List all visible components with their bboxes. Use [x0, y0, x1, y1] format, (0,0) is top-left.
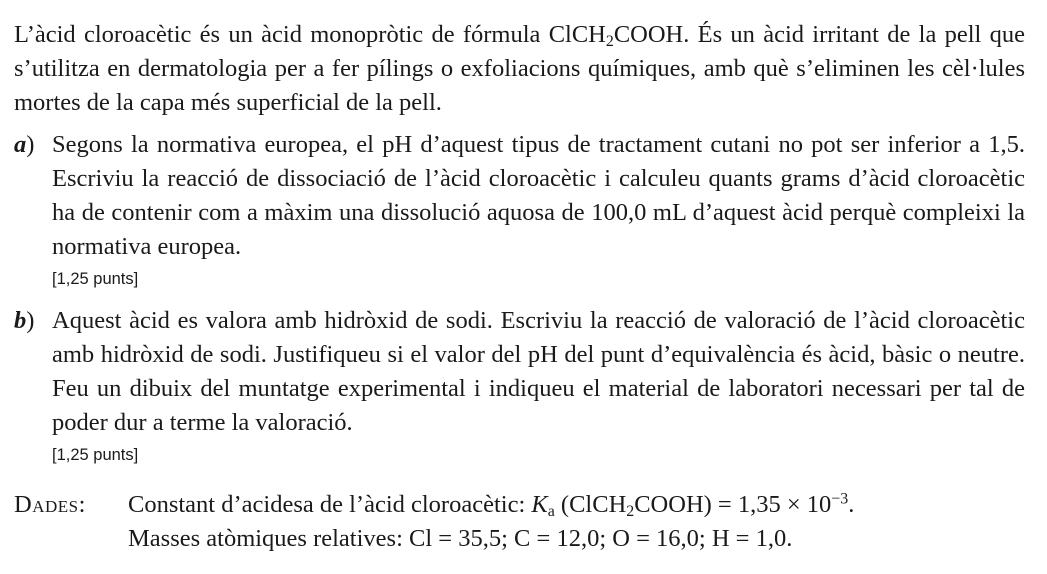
- question-a-points: [1,25 punts]: [52, 270, 139, 288]
- question-b-label: b): [14, 307, 35, 334]
- question-a: [14, 128, 1025, 304]
- question-b: [14, 304, 1025, 480]
- intro-paragraph: [14, 18, 1025, 120]
- question-a-label: a): [14, 131, 35, 158]
- intro-subscript: 2: [605, 32, 614, 50]
- data-section: [14, 488, 1025, 556]
- intro-text-2: COOH. És un àcid irritant de la pell que s’utilitza en dermatologia per a fer pílings o exfoliacions químiques, amb què s’eliminen les cèl·lules mortes de la capa més superficial de la pell.: [14, 21, 1025, 116]
- question-b-points: [1,25 punts]: [52, 446, 139, 464]
- question-a-text: Segons la normativa europea, el pH d’aquest tipus de tractament cutani no pot ser inferior a 1,5. Escriviu la reacció de dissociació de l’àcid cloroacètic i calculeu quants grams d’àcid cloroacètic ha de contenir com a màxim una dissolució aquosa de 100,0 mL d’aquest àcid perquè compleixi la normativa europea.: [52, 131, 1025, 260]
- data-line-ka: Constant d’acidesa de l’àcid cloroacètic: $K_a$ (ClCH$_2$COOH) = $1,35 \times 10^{-3}$.: [128, 490, 855, 520]
- data-line-masses: Masses atòmiques relatives: Cl = 35,5; C = 12,0; O = 16,0; H = 1,0.: [128, 525, 793, 552]
- question-b-text: Aquest àcid es valora amb hidròxid de sodi. Escriviu la reacció de valoració de l’àcid cloroacètic amb hidròxid de sodi. Justifiqueu si el valor del pH del punt d’equivalència és àcid, bàsic o neutre. Feu un dibuix del muntatge experimental i indiqueu el material de laboratori necessari per tal de poder dur a terme la valoració.: [52, 307, 1025, 436]
- data-label: Dades:: [14, 491, 86, 518]
- intro-text-1: L’àcid cloroacètic és un àcid monopròtic de fórmula ClCH: [14, 21, 606, 48]
